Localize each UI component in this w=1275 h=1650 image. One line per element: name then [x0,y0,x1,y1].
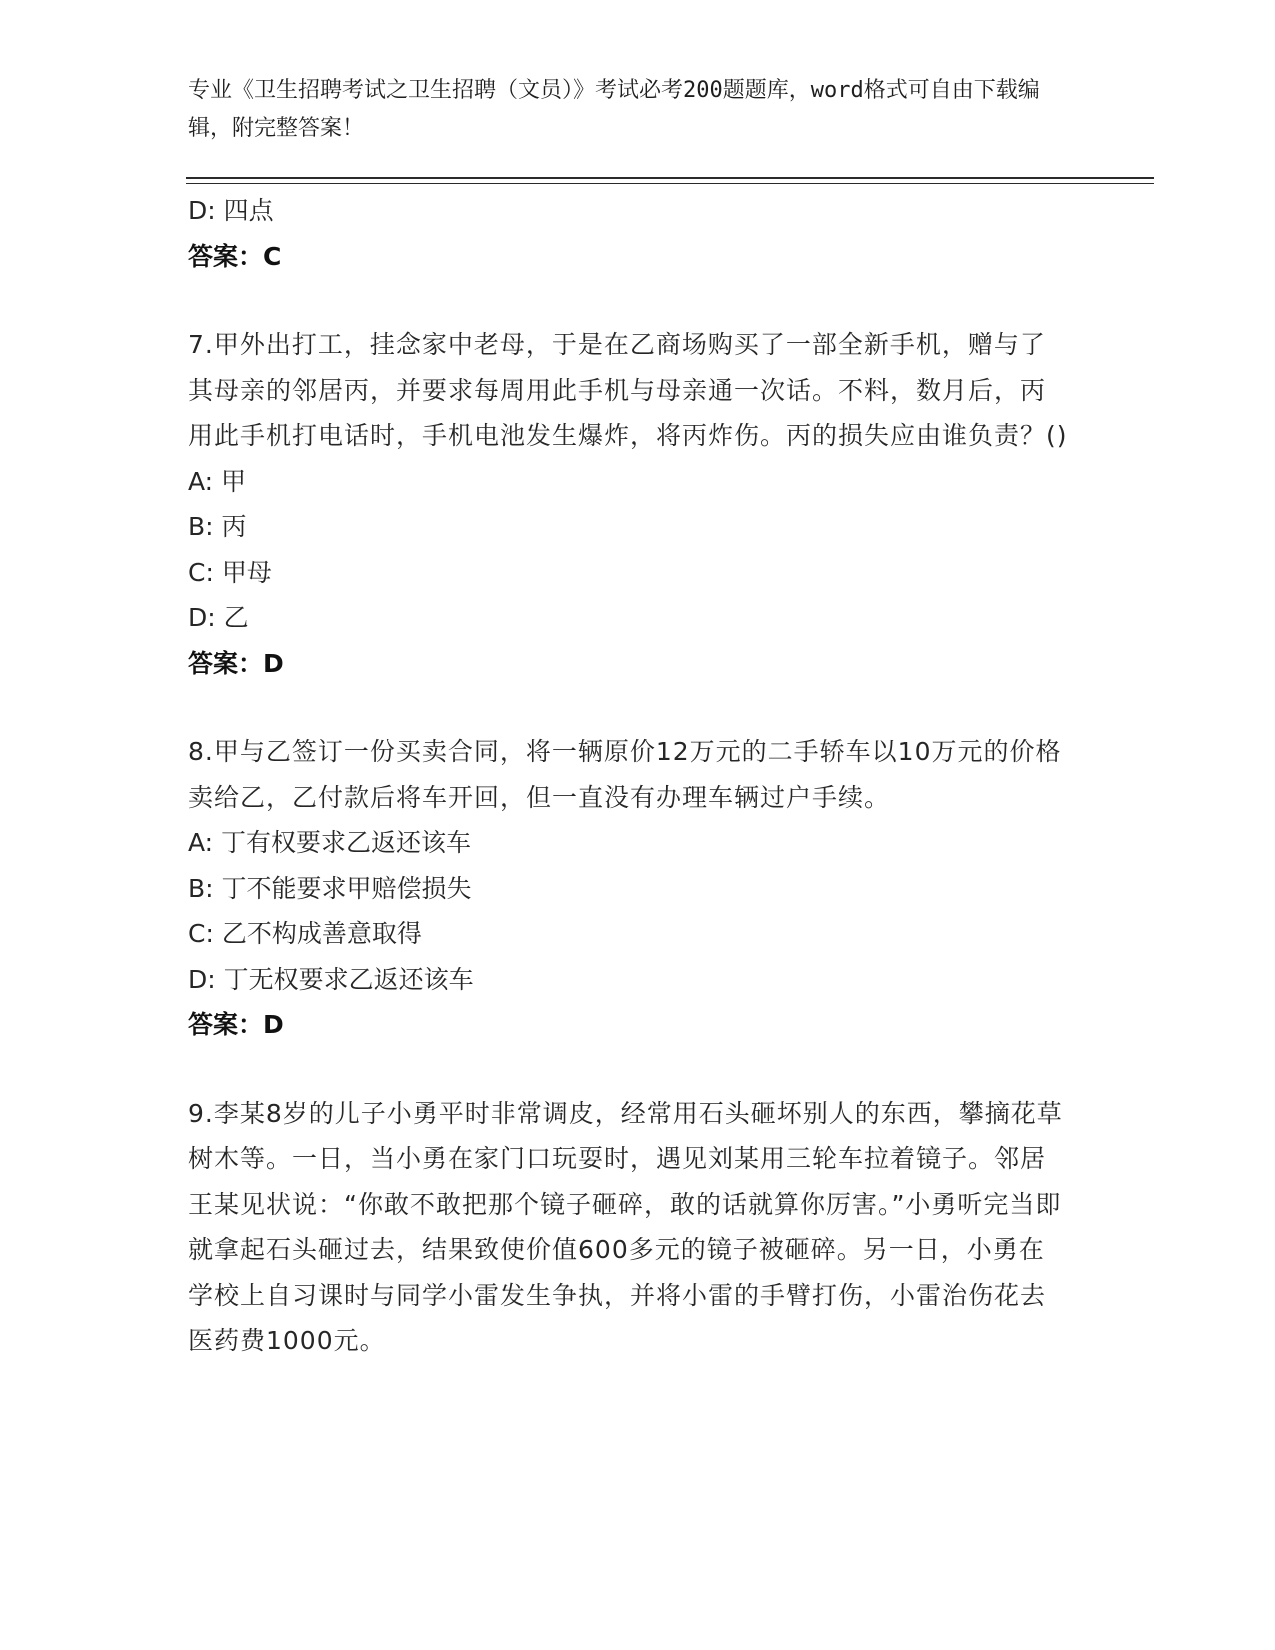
document-header: 专业《卫生招聘考试之卫生招聘（文员）》考试必考200题题库，word格式可自由下载编辑，附完整答案！ [188,78,1040,141]
answer-line: 答案：D [188,1010,284,1039]
option-a: A: 丁有权要求乙返还该车 [188,828,472,857]
option-b: B: 丙 [188,512,247,541]
answer-line: 答案：C [188,241,282,271]
spacer [188,279,1068,322]
option-d: D: 四点 [188,196,274,225]
option-b: B: 丁不能要求甲赔偿损失 [188,873,472,903]
question-stem: 9.李某8岁的儿子小勇平时非常调皮，经常用石头砸坏别人的东西，攀摘花草树木等。一日，当小勇在家门口玩耍时，遇见刘某用三轮车拉着镜子。邻居王某见状说：“你敢不敢把那个镜子砸碎，敢的话就算你厉害。”小勇听完当即就拿起石头砸过去，结果致使价值600多元的镜子被砸碎。另一日，小勇在学校上自习课时与同学小雷发生争执，并将小雷的手臂打伤，小雷治伤花去医药费1000元。 [188,1098,1063,1355]
option-c: C: 乙不构成善意取得 [188,919,422,948]
option-d: D: 乙 [188,603,249,632]
header-divider-thin [186,183,1154,184]
option-c: C: 甲母 [188,557,272,587]
question-9 [188,1091,1068,1364]
spacer [188,1048,1068,1091]
question-7 [188,322,1068,686]
question-stem: 7.甲外出打工，挂念家中老母，于是在乙商场购买了一部全新手机，赠与了其母亲的邻居丙，并要求每周用此手机与母亲通一次话。不料，数月后，丙用此手机打电话时，手机电池发生爆炸，将丙炸伤。丙的损失应由谁负责？() [188,330,1068,450]
question-stem: 8.甲与乙签订一份买卖合同，将一辆原价12万元的二手轿车以10万元的价格卖给乙，乙付款后将车开回，但一直没有办理车辆过户手续。 [188,737,1062,812]
header-divider [186,177,1154,179]
option-d: D: 丁无权要求乙返还该车 [188,964,474,994]
spacer [188,686,1068,729]
question-8 [188,729,1068,1048]
document-body [188,188,1068,1364]
option-a: A: 甲 [188,466,247,496]
answer-line: 答案：D [188,648,284,678]
